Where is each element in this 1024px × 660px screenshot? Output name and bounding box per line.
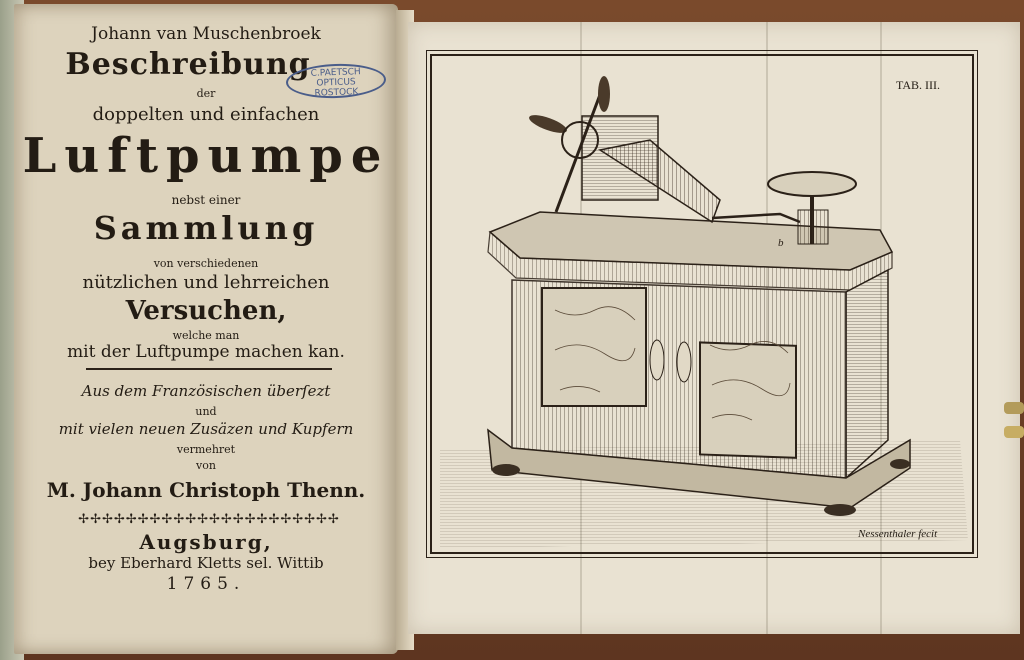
translator-line: M. Johann Christoph Thenn.	[46, 478, 366, 502]
right-door-panel	[700, 342, 796, 457]
crank-handle-top	[598, 76, 610, 112]
brass-clip	[1000, 398, 1024, 448]
nebst-einer-text: nebst einer	[171, 193, 241, 207]
nuetzlichen-line: nützlichen und lehrreichen	[82, 272, 330, 293]
von-text: von	[196, 459, 216, 472]
valve-block	[798, 210, 828, 244]
year-line: 1765.	[166, 574, 246, 594]
label-b: b	[778, 237, 784, 249]
von-verschiedenen-text: von verschiedenen	[153, 257, 259, 270]
stamp-line-1: C.PAETSCH	[310, 67, 361, 79]
cabinet-foot	[824, 504, 856, 516]
subtitle-line: doppelten und einfachen	[92, 104, 320, 125]
welche-man-text: welche man	[172, 329, 240, 342]
cabinet-foot	[890, 459, 910, 469]
vermehret-text: vermehret	[176, 443, 236, 456]
versuchen-line: Versuchen,	[125, 296, 287, 326]
connecting-pipe	[712, 214, 800, 222]
und-text: und	[195, 405, 217, 418]
keyhole-plate	[650, 340, 664, 380]
publisher-line: bey Eberhard Kletts sel. Wittib	[88, 554, 324, 572]
receiver-plate	[768, 172, 856, 196]
title-sammlung: Sammlung	[93, 209, 319, 247]
title-luftpumpe: Luftpumpe	[22, 128, 390, 184]
der-text: der	[196, 87, 216, 100]
keyhole-plate	[677, 342, 691, 382]
engraver-signature: Nessenthaler fecit	[858, 528, 938, 540]
title-beschreibung: Beschreibung	[65, 47, 311, 82]
mit-vielen-line: mit vielen neuen Zusäzen und Kupfern	[58, 420, 354, 438]
stamp-line-2: OPTICUS	[316, 77, 356, 89]
left-door-panel	[542, 288, 646, 406]
stamp-line-3: ROSTOCK	[314, 87, 359, 99]
place-line: Augsburg,	[139, 530, 273, 554]
author-line: Johann van Muschenbroek	[91, 24, 321, 44]
plate-tab-label: TAB. III.	[896, 78, 941, 92]
ornament-border: ✢✢✢✢✢✢✢✢✢✢✢✢✢✢✢✢✢✢✢✢✢✢	[78, 512, 340, 527]
mit-der-luftpumpe-line: mit der Luftpumpe machen kan.	[67, 342, 345, 362]
aus-dem-line: Aus dem Französischen überſezt	[81, 382, 331, 400]
cabinet-foot	[492, 464, 520, 476]
